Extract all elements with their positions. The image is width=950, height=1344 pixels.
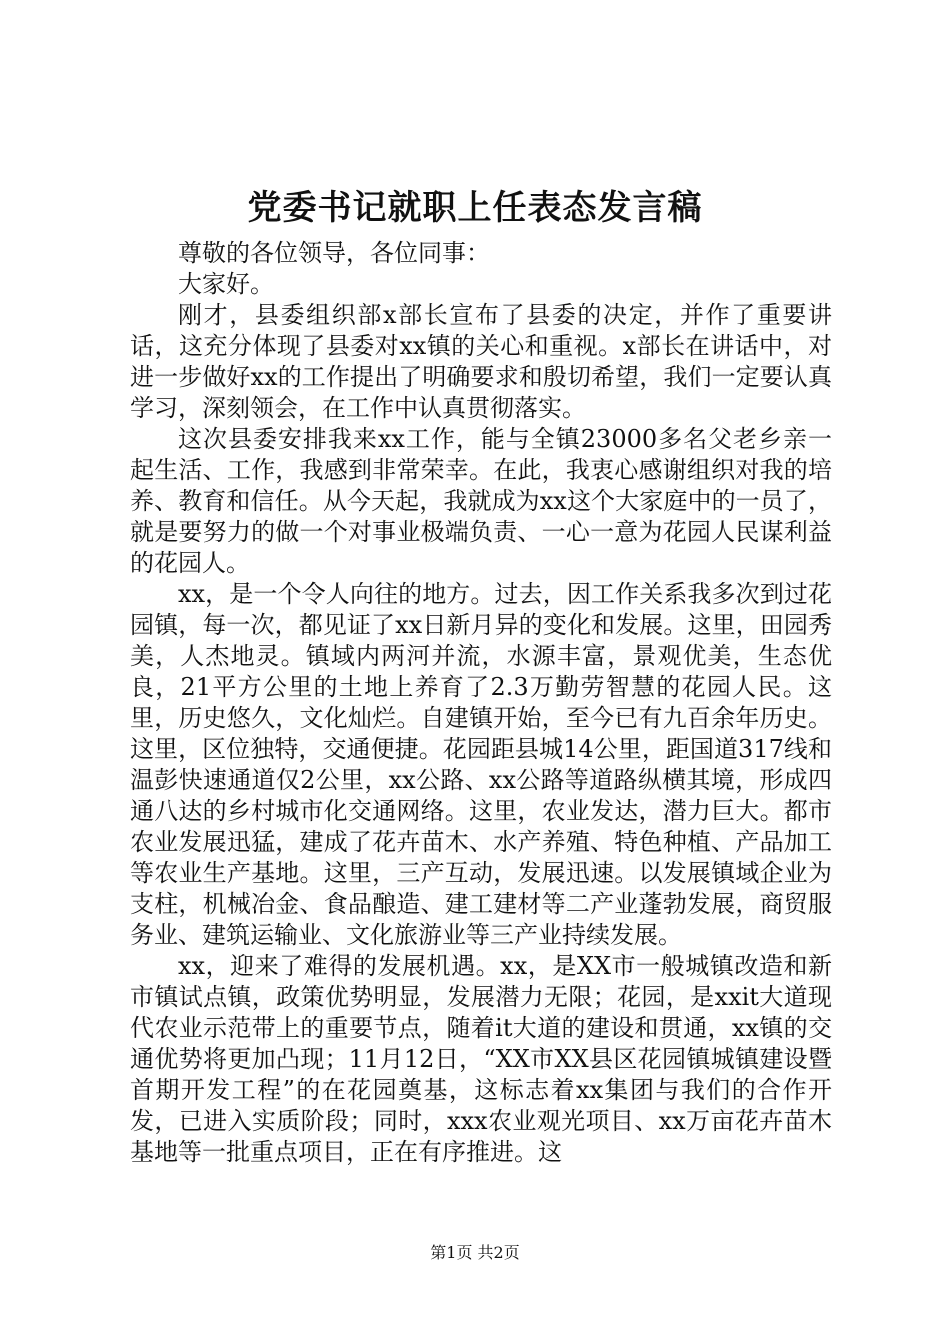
paragraph-town-overview: xx，是一个令人向往的地方。过去，因工作关系我多次到过花园镇，每一次，都见证了xx日新月异的变化和发展。这里，田园秀美，人杰地灵。镇域内两河并流，水源丰富，景观优美，生态优良，21平方公里的土地上养育了2.3万勤劳智慧的花园人民。这里，历史悠久，文化灿烂。自建镇开始，至今已有九百余年历史。这里，区位独特，交通便捷。花园距县城14公里，距国道317线和温彭快速通道仅2公里，xx公路、xx公路等道路纵横其境，形成四通八达的乡村城市化交通网络。这里，农业发达，潜力巨大。都市农业发展迅猛，建成了花卉苗木、水产养殖、特色种植、产品加工等农业生产基地。这里，三产互动，发展迅速。以发展镇域企业为支柱，机械冶金、食品酿造、建工建材等二产业蓬勃发展，商贸服务业、建筑运输业、文化旅游业等三产业持续发展。: [130, 580, 832, 949]
document-title: 党委书记就职上任表态发言稿: [247, 188, 703, 228]
paragraph-intro: 刚才，县委组织部x部长宣布了县委的决定，并作了重要讲话，这充分体现了县委对xx镇的关心和重视。x部长在讲话中，对进一步做好xx的工作提出了明确要求和殷切希望，我们一定要认真学习，深刻领会，在工作中认真贯彻落实。: [130, 301, 832, 422]
document-body: [130, 238, 832, 1168]
page-footer: 第1页 共2页: [430, 1243, 520, 1262]
paragraph-greeting: 大家好。: [178, 270, 274, 298]
paragraph-salutation: 尊敬的各位领导，各位同事：: [178, 239, 490, 267]
paragraph-opportunities: xx，迎来了难得的发展机遇。xx，是XX市一般城镇改造和新市镇试点镇，政策优势明显，发展潜力无限；花园，是xxit大道现代农业示范带上的重要节点，随着it大道的建设和贯通，xx镇的交通优势将更加凸现；11月12日，“XX市XX县区花园镇城镇建设暨首期开发工程”的在花园奠基，这标志着xx集团与我们的合作开发，已进入实质阶段；同时，xxx农业观光项目、xx万亩花卉苗木基地等一批重点项目，正在有序推进。这: [130, 952, 832, 1166]
paragraph-gratitude: 这次县委安排我来xx工作，能与全镇23000多名父老乡亲一起生活、工作，我感到非常荣幸。在此，我衷心感谢组织对我的培养、教育和信任。从今天起，我就成为xx这个大家庭中的一员了，就是要努力的做一个对事业极端负责、一心一意为花园人民谋利益的花园人。: [130, 425, 832, 577]
